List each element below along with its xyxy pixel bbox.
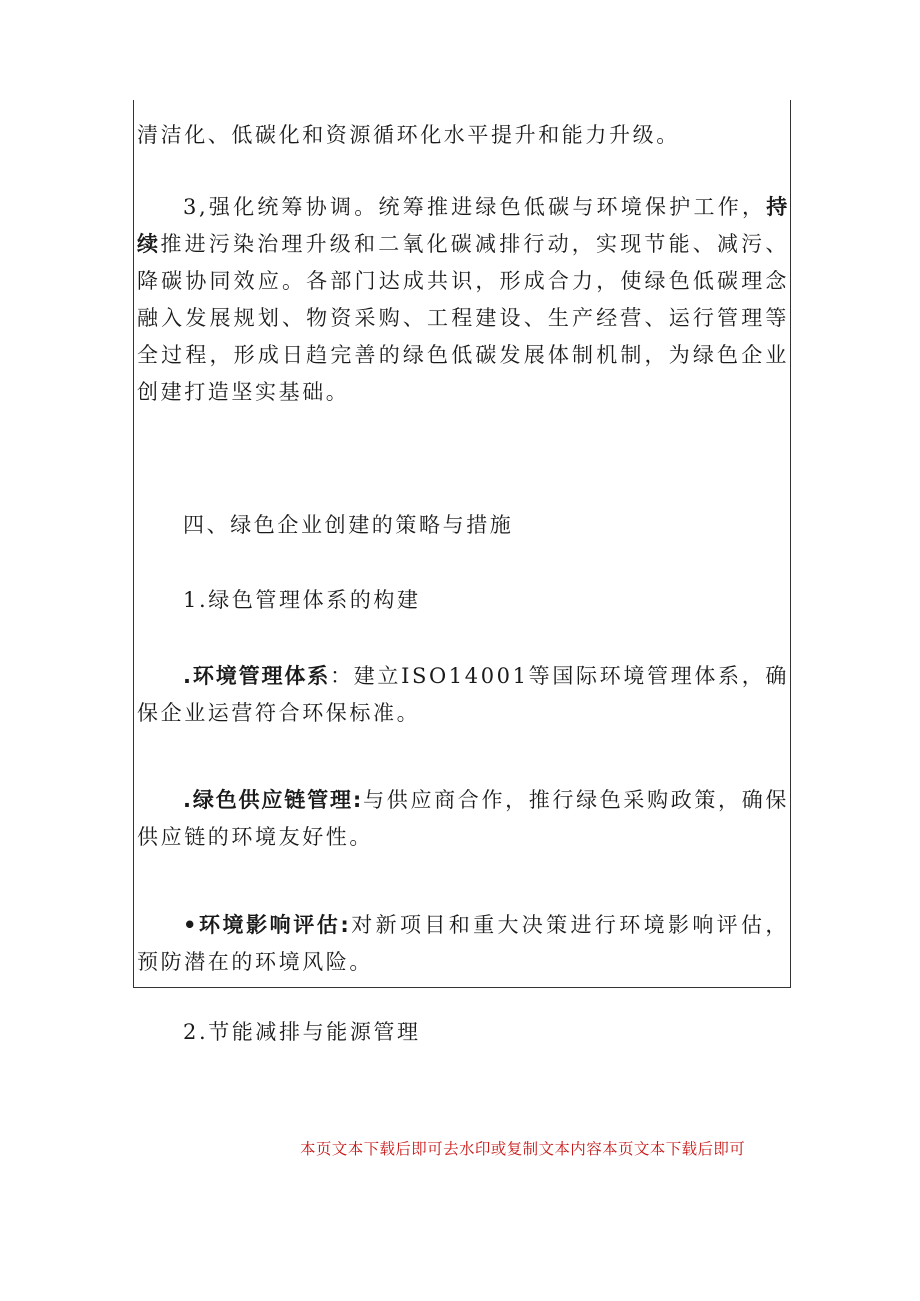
paragraph-body: 推进污染治理升级和二氧化碳减排行动，实现节能、减污、降碳协同效应。各部门达成共识，形成合力，使绿色低碳理念融入发展规划、物资采购、工程建设、生产经营、运行管理等全过程，形成日趋完善的绿色低碳发展体制机制，为绿色企业创建打造坚实基础。	[137, 232, 789, 404]
paragraph-coordination	[137, 189, 789, 411]
item-text: 对新项目和重大决策进行环境影响评估，预防潜在的环境风险。	[137, 913, 789, 974]
paragraph-text: 清洁化、低碳化和资源循环化水平提升和能力升级。	[137, 123, 680, 147]
item-separator: :	[352, 788, 364, 812]
item-label: .绿色供应链管理	[183, 788, 353, 812]
item-text: 建立ISO14001等国际环境管理体系，确保企业运营符合环保标准。	[137, 664, 789, 725]
section-heading: 四、绿色企业创建的策略与措施	[183, 513, 514, 537]
item-separator: :	[340, 913, 351, 937]
item-label: •环境影响评估	[183, 913, 341, 937]
list-item-impact-assessment	[137, 907, 789, 981]
bold-keyword: 持续	[137, 195, 789, 256]
subsection-heading-2: 2.节能减排与能源管理	[183, 1020, 421, 1044]
list-item-env-management	[137, 658, 789, 732]
item-separator: ：	[330, 664, 354, 688]
paragraph-lead: 3,强化统筹协调。统筹推进绿色低碳与环境保护工作，	[183, 195, 767, 219]
list-item-green-supply-chain	[137, 782, 789, 856]
download-watermark-notice: 本页文本下载后即可去水印或复制文本内容本页文本下载后即可	[300, 1140, 746, 1158]
subsection-heading-1: 1.绿色管理体系的构建	[183, 588, 421, 612]
item-text: 与供应商合作，推行绿色采购政策，确保供应链的环境友好性。	[137, 788, 789, 849]
paragraph-continuation	[137, 117, 789, 154]
item-label: .环境管理体系	[183, 664, 331, 688]
